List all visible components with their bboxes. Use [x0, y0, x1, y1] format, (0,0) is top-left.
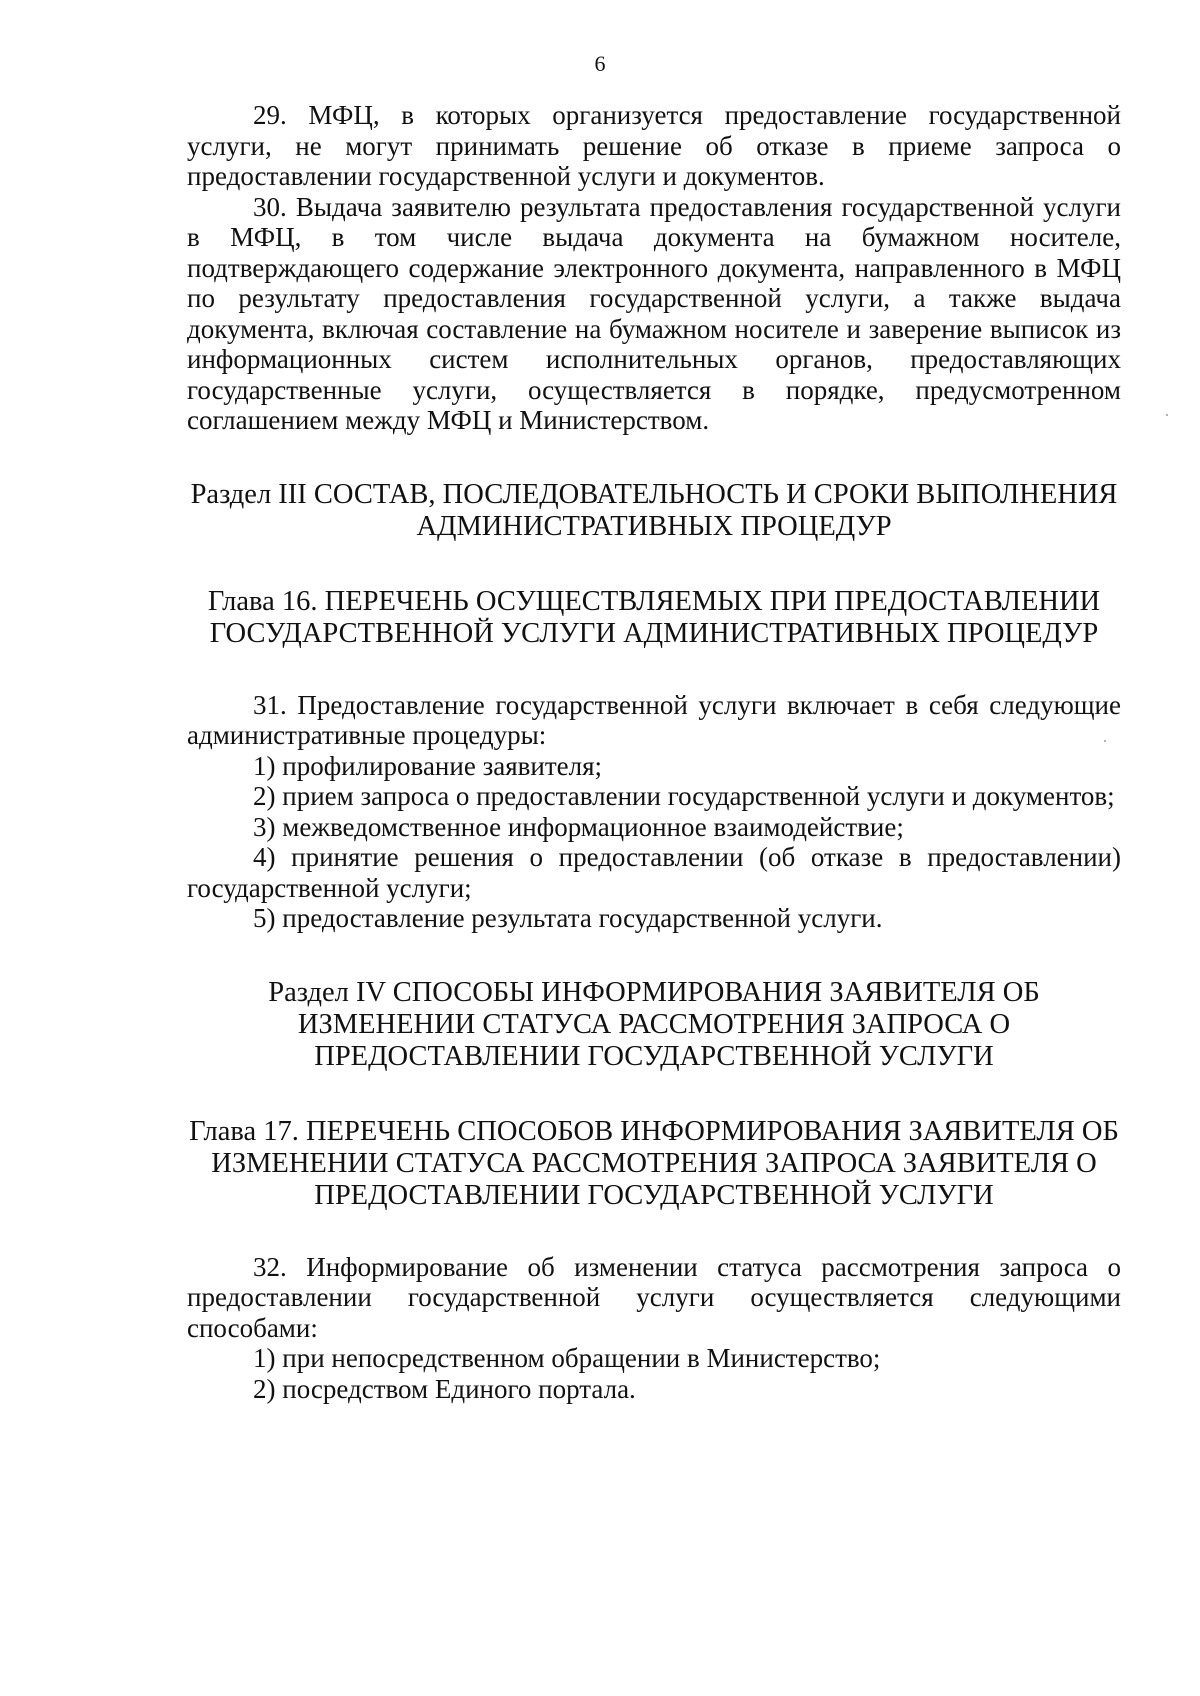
- chapter-16-title-line-2: ГОСУДАРСТВЕННОЙ УСЛУГИ АДМИНИСТРАТИВНЫХ ПРОЦЕДУР: [209, 617, 1099, 649]
- spacer: [187, 543, 1121, 586]
- chapter-17-title-line-3: ПРЕДОСТАВЛЕНИИ ГОСУДАРСТВЕННОЙ УСЛУГИ: [314, 1179, 994, 1211]
- paragraph-31: [187, 690, 1121, 934]
- section-4-title-line-3: ПРЕДОСТАВЛЕНИИ ГОСУДАРСТВЕННОЙ УСЛУГИ: [314, 1040, 994, 1072]
- chapter-17-heading: [187, 1116, 1121, 1212]
- spacer: [187, 934, 1121, 977]
- section-3-heading: [187, 479, 1121, 543]
- section-3-title-line-1: Раздел III СОСТАВ, ПОСЛЕДОВАТЕЛЬНОСТЬ И СРОКИ ВЫПОЛНЕНИЯ: [190, 478, 1118, 510]
- spacer: [187, 1073, 1121, 1116]
- section-4-title-line-1: Раздел IV СПОСОБЫ ИНФОРМИРОВАНИЯ ЗАЯВИТЕЛЯ ОБ: [268, 976, 1040, 1008]
- page-number: 6: [594, 51, 606, 76]
- chapter-17-title-line-1: Глава 17. ПЕРЕЧЕНЬ СПОСОБОВ ИНФОРМИРОВАНИЯ ЗАЯВИТЕЛЯ ОБ: [189, 1115, 1119, 1147]
- spacer: [187, 1212, 1121, 1252]
- scan-speck: [1166, 414, 1168, 416]
- list-item: 5) предоставление результата государственной услуги.: [253, 903, 883, 933]
- spacer: [187, 650, 1121, 690]
- paragraph-29: 29. МФЦ, в которых организуется предоставление государственной услуги, не могут принимать решение об отказе в приеме запроса о предоставлении государственной услуги и документов.: [187, 100, 1121, 191]
- list-item: 3) межведомственное информационное взаимодействие;: [253, 811, 904, 842]
- document-body: [187, 100, 1121, 1404]
- paragraph-30: 30. Выдача заявителю результата предоставления государственной услуги в МФЦ, в том числе выдача документа на бумажном носителе, подтверждающего содержание электронного документа, направленного в МФЦ по результату предоставления государственной услуги, а также выдача документа, включая составление на бумажном носителе и заверение выписок из информационных систем исполнительных органов, предоставляющих государственные услуги, осуществляется в порядке, предусмотренном соглашением между МФЦ и Министерством.: [187, 191, 1121, 435]
- list-item: 1) при непосредственном обращении в Министерство;: [253, 1343, 881, 1373]
- spacer: [187, 436, 1121, 479]
- scan-speck: [1104, 740, 1106, 742]
- section-4-title-line-2: ИЗМЕНЕНИИ СТАТУСА РАССМОТРЕНИЯ ЗАПРОСА О: [297, 1008, 1011, 1040]
- list-item: 4) принятие решения о предоставлении (об отказе в предоставлении) государственной услуги;: [187, 842, 1121, 903]
- chapter-17-title-line-2: ИЗМЕНЕНИИ СТАТУСА РАССМОТРЕНИЯ ЗАПРОСА ЗАЯВИТЕЛЯ О: [211, 1147, 1097, 1179]
- paragraph-31-intro: 31. Предоставление государственной услуги включает в себя следующие административные процедуры:: [187, 689, 1121, 750]
- chapter-16-title-line-1: Глава 16. ПЕРЕЧЕНЬ ОСУЩЕСТВЛЯЕМЫХ ПРИ ПРЕДОСТАВЛЕНИИ: [207, 585, 1101, 617]
- chapter-16-heading: [187, 586, 1121, 650]
- list-item: 1) профилирование заявителя;: [253, 750, 603, 781]
- section-4-heading: [187, 977, 1121, 1073]
- list-item: 2) посредством Единого портала.: [253, 1373, 636, 1404]
- paragraph-32-intro: 32. Информирование об изменении статуса рассмотрения запроса о предоставлении государственной услуги осуществляется следующими способами:: [187, 1251, 1121, 1343]
- list-item: 2) прием запроса о предоставлении государственной услуги и документов;: [253, 781, 1115, 811]
- paragraph-32: [187, 1252, 1121, 1405]
- section-3-title-line-2: АДМИНИСТРАТИВНЫХ ПРОЦЕДУР: [416, 510, 892, 542]
